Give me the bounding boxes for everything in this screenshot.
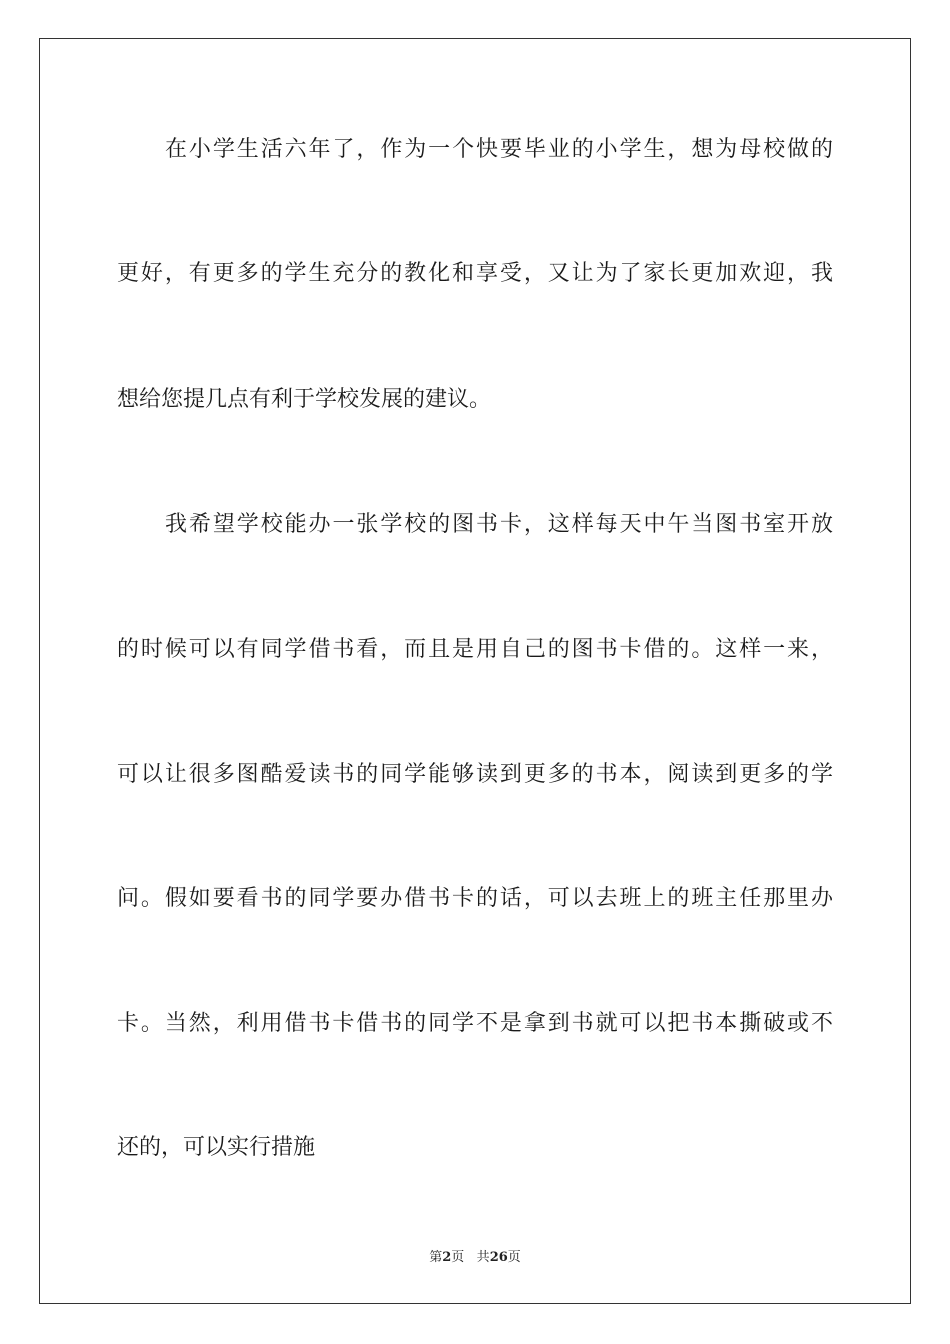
page-prefix: 第 <box>429 1250 443 1265</box>
body-text-line: 的时候可以有同学借书看，而且是用自己的图书卡借的。这样一来， <box>117 637 833 662</box>
body-text-line: 想给您提几点有利于学校发展的建议。 <box>117 387 492 412</box>
page-frame <box>39 38 911 1304</box>
total-suffix: 页 <box>507 1250 521 1265</box>
body-text-line: 更好，有更多的学生充分的教化和享受，又让为了家长更加欢迎，我 <box>117 261 833 286</box>
body-text-line: 我希望学校能办一张学校的图书卡，这样每天中午当图书室开放 <box>165 512 833 537</box>
current-page-number: 2 <box>442 1250 452 1265</box>
total-pages-number: 26 <box>489 1250 508 1265</box>
total-prefix: 共 <box>476 1250 490 1265</box>
body-text-line: 可以让很多图酷爱读书的同学能够读到更多的书本，阅读到更多的学 <box>117 762 833 787</box>
body-text-line: 在小学生活六年了，作为一个快要毕业的小学生，想为母校做的 <box>165 137 833 162</box>
page-suffix: 页 <box>451 1250 465 1265</box>
page-number-footer <box>0 1246 950 1265</box>
body-text-line: 问。假如要看书的同学要办借书卡的话，可以去班上的班主任那里办 <box>117 886 833 911</box>
body-text-line: 还的，可以实行措施 <box>117 1135 316 1160</box>
body-text-line: 卡。当然，利用借书卡借书的同学不是拿到书就可以把书本撕破或不 <box>117 1011 833 1036</box>
